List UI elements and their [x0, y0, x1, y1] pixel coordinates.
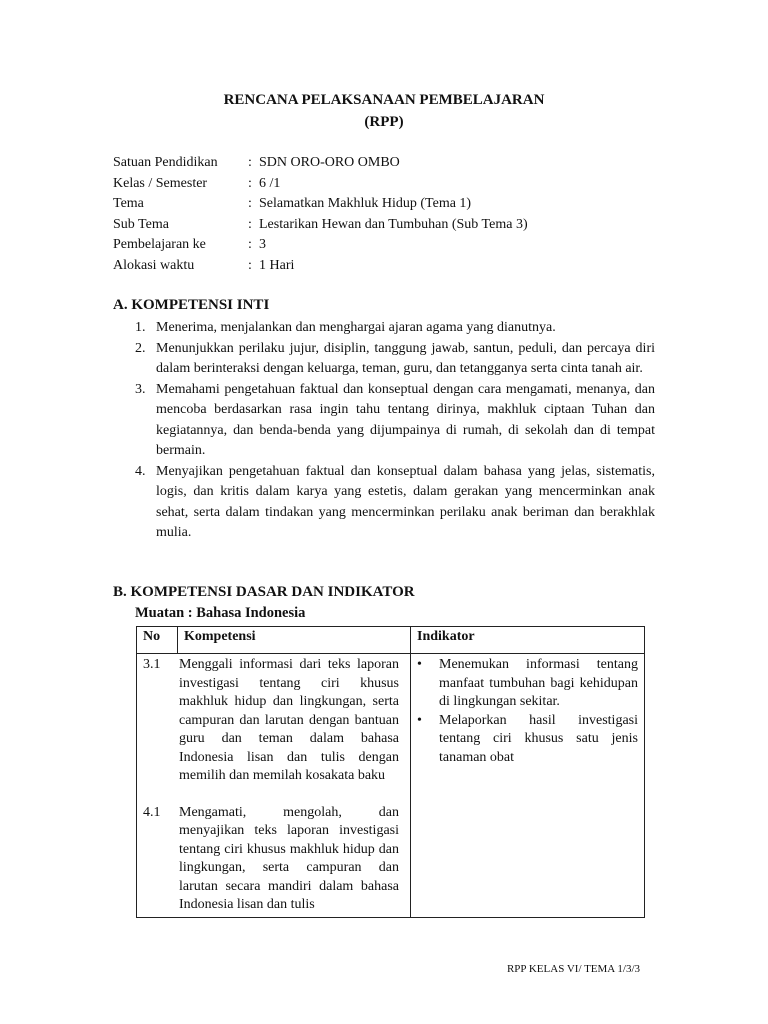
identity-label: Sub Tema: [113, 216, 169, 232]
identity-value: 3: [259, 237, 266, 252]
page-footer: RPP KELAS VI/ TEMA 1/3/3: [506, 963, 640, 975]
list-item-text: Menunjukkan perilaku jujur, disiplin, tanggung jawab, santun, peduli, dan percaya diri dalam berinteraksi dengan keluarga, teman, guru, dan tetangganya serta cinta tanah air.: [156, 340, 655, 376]
list-item-text: Menyajikan pengetahuan faktual dan konseptual dalam bahasa yang jelas, sistematis, logis, dan kritis dalam karya yang estetis, dalam gerakan yang mencerminkan anak sehat, serta dalam tindakan yang mencerminkan perilaku anak beriman dan berakhlak mulia.: [156, 463, 655, 540]
indikator-text: Melaporkan hasil investigasi tentang ciri khusus satu jenis tanaman obat: [439, 712, 638, 765]
list-item-number: 2.: [135, 340, 146, 356]
identity-label: Satuan Pendidikan: [113, 155, 218, 170]
kd-number: 4.1: [143, 804, 161, 820]
identity-value: Selamatkan Makhluk Hidup (Tema 1): [259, 196, 472, 211]
identity-separator: :: [248, 155, 252, 170]
kompetensi-cell: [137, 654, 411, 918]
table-row: [137, 654, 645, 918]
column-header-no: No: [137, 627, 178, 654]
kd-entry: [143, 656, 404, 786]
list-item: [135, 462, 655, 544]
kompetensi-inti-list: [135, 318, 655, 544]
table-header-row: [137, 627, 645, 654]
list-item-number: 4.: [135, 463, 146, 479]
document-title: RENCANA PELAKSANAAN PEMBELAJARAN: [223, 92, 545, 108]
identity-value: 6 /1: [259, 175, 281, 191]
identity-separator: :: [248, 237, 252, 252]
kd-entry: [143, 804, 404, 915]
bullet-icon: •: [417, 712, 422, 728]
list-item: [135, 339, 655, 380]
identity-separator: :: [248, 216, 252, 232]
identity-separator: :: [248, 175, 252, 191]
identity-label: Tema: [113, 196, 144, 211]
column-header-kompetensi: Kompetensi: [178, 627, 411, 654]
indikator-text: Menemukan informasi tentang manfaat tumbuhan bagi kehidupan di lingkungan sekitar.: [439, 657, 638, 709]
indikator-cell: [411, 654, 645, 918]
identity-value: Lestarikan Hewan dan Tumbuhan (Sub Tema 3): [259, 216, 528, 232]
indikator-list: [417, 656, 638, 767]
document-subtitle: (RPP): [364, 114, 404, 130]
kd-number: 3.1: [143, 657, 161, 672]
list-item-number: 1.: [135, 320, 146, 335]
kd-text: Mengamati, mengolah, dan menyajikan teks laporan investigasi tentang ciri khusus makhluk hidup dan lingkungan, serta campuran dan larutan secara mandiri dalam bahasa Indonesia lisan dan tulis: [179, 804, 399, 912]
list-item-number: 3.: [135, 381, 146, 397]
list-item-text: Menerima, menjalankan dan menghargai ajaran agama yang dianutnya.: [156, 320, 556, 335]
section-heading-kompetensi-dasar: B. KOMPETENSI DASAR DAN INDIKATOR: [113, 584, 415, 600]
identity-label: Pembelajaran ke: [113, 237, 206, 252]
column-header-indikator: Indikator: [411, 627, 645, 654]
kd-text: Menggali informasi dari teks laporan investigasi tentang ciri khusus makhluk hidup dan lingkungan, serta campuran dan larutan dengan bantuan guru dan teman dalam bahasa Indonesia lisan dan tulis dengan memilih dan memilah kosakata baku: [179, 657, 399, 783]
list-item: [417, 656, 638, 712]
bullet-icon: •: [417, 657, 422, 672]
identity-value: 1 Hari: [259, 257, 295, 273]
list-item: [135, 380, 655, 462]
list-item-text: Memahami pengetahuan faktual dan konseptual dengan cara mengamati, menanya, dan mencoba berdasarkan rasa ingin tahu tentang dirinya, makhluk ciptaan Tuhan dan kegiatannya, dan benda-benda yang dijumpainya di rumah, di sekolah dan di tempat bermain.: [156, 381, 655, 458]
identity-label: Alokasi waktu: [113, 257, 195, 273]
muatan-heading: Muatan : Bahasa Indonesia: [135, 605, 306, 621]
identity-separator: :: [248, 196, 252, 211]
identity-label: Kelas / Semester: [113, 175, 208, 191]
list-item: [135, 318, 655, 339]
identity-value: SDN ORO-ORO OMBO: [259, 155, 400, 170]
section-heading-kompetensi-inti: A. KOMPETENSI INTI: [113, 297, 270, 313]
identity-separator: :: [248, 257, 252, 273]
list-item: [417, 712, 638, 768]
kompetensi-table: [136, 626, 645, 918]
